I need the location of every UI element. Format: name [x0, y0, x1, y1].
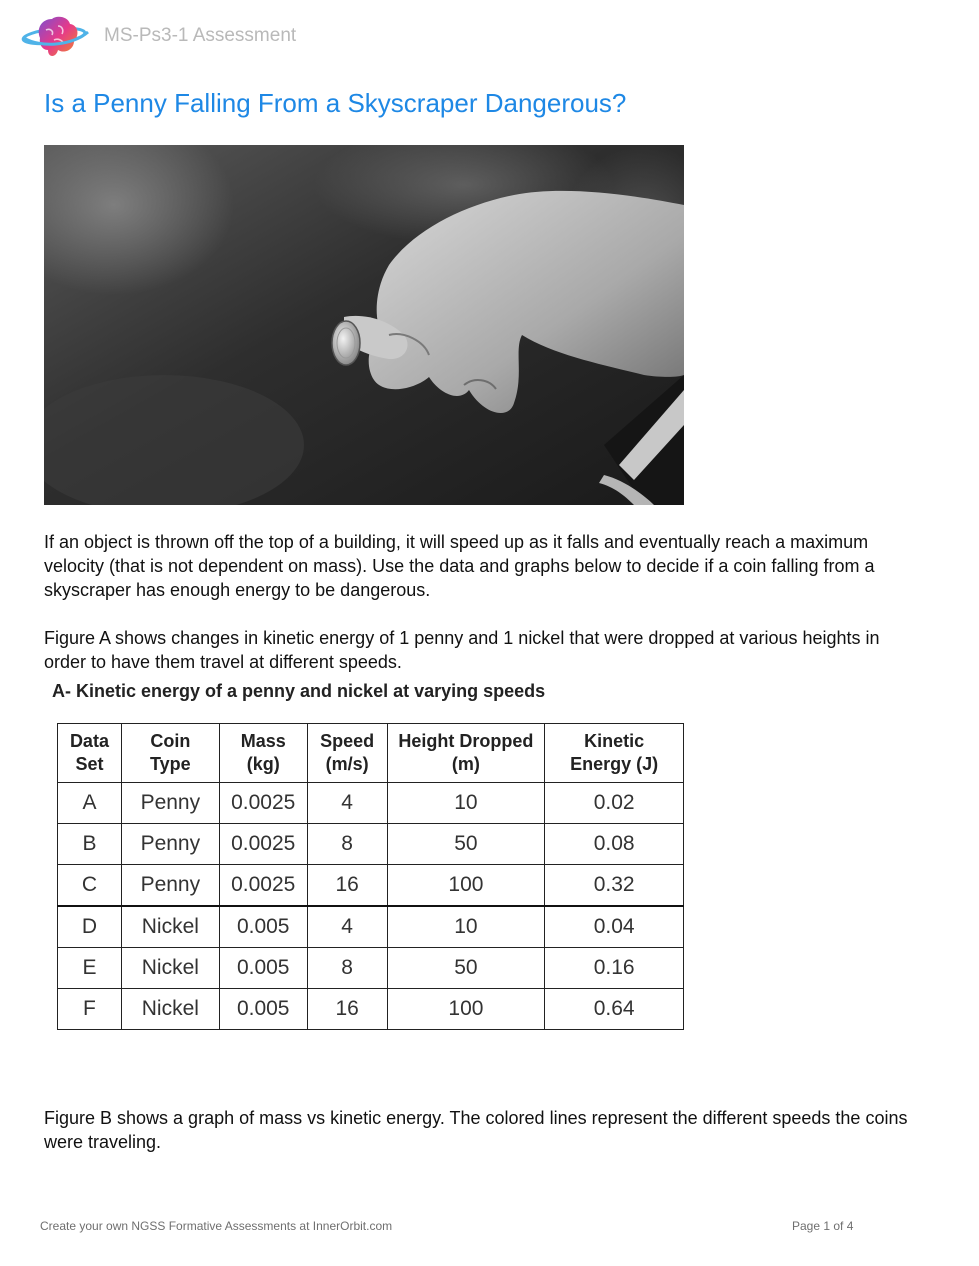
- table-cell: 4: [307, 783, 387, 824]
- table-cell: Penny: [121, 783, 219, 824]
- column-header-coin-type: Coin Type: [121, 724, 219, 783]
- table-cell: 0.02: [545, 783, 684, 824]
- table-cell: 4: [307, 906, 387, 948]
- table-cell: 50: [387, 948, 545, 989]
- intro-paragraph: If an object is thrown off the top of a building, it will speed up as it falls and eventually reach a maximum velocity (that is not dependent on mass). Use the data and graphs below to decide if a coin falling from a skyscraper has enough energy to be dangerous.: [44, 532, 875, 600]
- table-cell: 10: [387, 906, 545, 948]
- table-cell: Nickel: [121, 989, 219, 1030]
- table-cell: F: [58, 989, 122, 1030]
- table-row: [58, 824, 684, 865]
- column-header-kinetic-energy: Kinetic Energy (J): [545, 724, 684, 783]
- table-cell: 8: [307, 824, 387, 865]
- table-cell: 10: [387, 783, 545, 824]
- table-cell: B: [58, 824, 122, 865]
- table-cell: 0.64: [545, 989, 684, 1030]
- column-header-height-dropped: Height Dropped (m): [387, 724, 545, 783]
- figure-b-description: Figure B shows a graph of mass vs kinetic energy. The colored lines represent the different speeds the coins were traveling.: [44, 1108, 908, 1152]
- table-row: [58, 783, 684, 824]
- table-cell: 16: [307, 989, 387, 1030]
- table-row: [58, 865, 684, 907]
- table-row: [58, 906, 684, 948]
- table-cell: Penny: [121, 824, 219, 865]
- hand-holding-coin-photo: [44, 145, 684, 505]
- table-cell: Penny: [121, 865, 219, 907]
- table-cell: 0.08: [545, 824, 684, 865]
- table-cell: 0.0025: [219, 824, 307, 865]
- table-cell: 0.16: [545, 948, 684, 989]
- table-cell: 0.005: [219, 948, 307, 989]
- document-header: [18, 14, 418, 66]
- table-cell: C: [58, 865, 122, 907]
- table-cell: E: [58, 948, 122, 989]
- table-row: [58, 948, 684, 989]
- table-cell: Nickel: [121, 906, 219, 948]
- header-title: MS-Ps3-1 Assessment: [104, 25, 297, 46]
- table-cell: 100: [387, 865, 545, 907]
- table-cell: 0.0025: [219, 783, 307, 824]
- table-caption: A- Kinetic energy of a penny and nickel at varying speeds: [52, 681, 546, 701]
- page-number: Page 1 of 4: [792, 1219, 854, 1233]
- table-cell: 100: [387, 989, 545, 1030]
- table-row: [58, 989, 684, 1030]
- table-cell: 0.005: [219, 989, 307, 1030]
- footer-link-text[interactable]: Create your own NGSS Formative Assessments at InnerOrbit.com: [40, 1219, 393, 1233]
- kinetic-energy-table: [57, 723, 684, 1030]
- table-cell: 0.0025: [219, 865, 307, 907]
- table-cell: 0.005: [219, 906, 307, 948]
- figure-a-description: Figure A shows changes in kinetic energy of 1 penny and 1 nickel that were dropped at various heights in order to have them travel at different speeds.: [44, 628, 880, 672]
- table-cell: A: [58, 783, 122, 824]
- table-header-row: [58, 724, 684, 783]
- table-cell: D: [58, 906, 122, 948]
- table-cell: 50: [387, 824, 545, 865]
- column-header-mass: Mass (kg): [219, 724, 307, 783]
- table-cell: Nickel: [121, 948, 219, 989]
- table-cell: 8: [307, 948, 387, 989]
- table-cell: 16: [307, 865, 387, 907]
- column-header-data-set: Data Set: [58, 724, 122, 783]
- column-header-speed: Speed (m/s): [307, 724, 387, 783]
- brain-planet-logo-icon: [18, 14, 96, 64]
- table-cell: 0.32: [545, 865, 684, 907]
- page-title: Is a Penny Falling From a Skyscraper Dangerous?: [44, 88, 627, 118]
- table-cell: 0.04: [545, 906, 684, 948]
